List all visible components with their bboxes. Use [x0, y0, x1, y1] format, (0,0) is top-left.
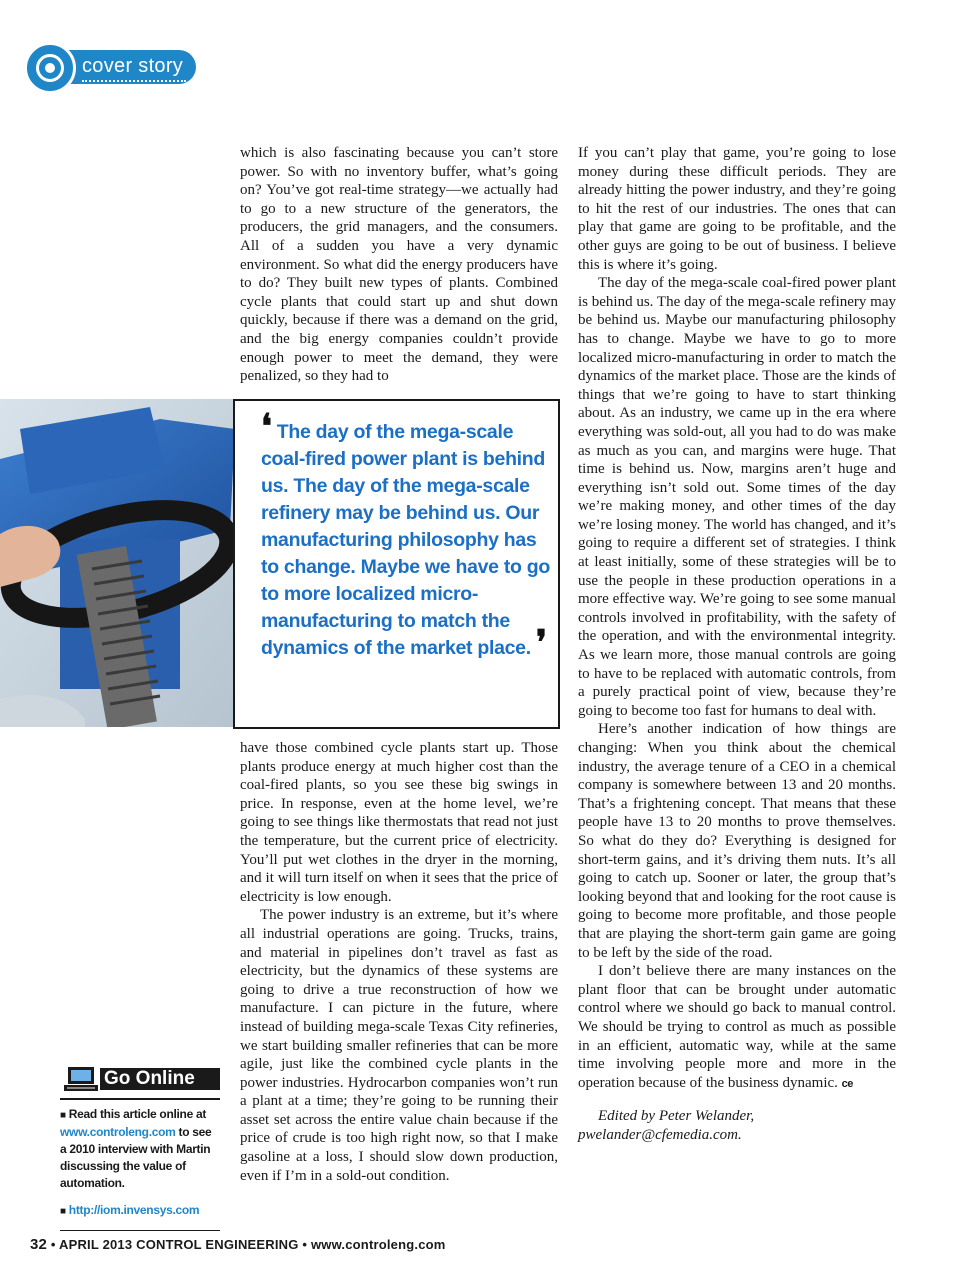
divider: [60, 1230, 220, 1231]
go-online-item: [60, 1106, 220, 1192]
section-tab-label: cover story: [82, 55, 184, 77]
article-column-right: [578, 144, 896, 1144]
section-tab: [24, 42, 196, 94]
article-column-middle-top: [240, 144, 558, 386]
paragraph: The power industry is an extreme, but it’s where all industrial operations are going. Trucks, trains, and material in pipelines don’t travel as fast as electricity, but the dynamics of these systems are going to drive a true reconstruction of how we manufacture. I can picture in the future, where instead of building mega-scale Texas City refineries, we start building smaller refineries that can be more agile, just like the combined cycle plants in the power industries. Hydrocarbon companies won’t run a plant at a time; they’re going to be running their asset set across the entire value chain because if the price of crude is too high right now, so that I make gasoline at a loss, I should slow down production, even if I’m in a sold-out condition.: [240, 907, 558, 1184]
paragraph: which is also fascinating because you can’t store power. So with no inventory buffer, what’s going on? You’ve got real-time strategy—we actually had to go to a new structure of the generators, the producers, the grid managers, and the consumers. All of a sudden you have a very dynamic environment. So what did the energy producers have to do? They built new types of plants. Combined cycle plants that could start up and shut down quickly, because if there was a demand on the grid, and the big energy companies couldn’t provide enough power to meet the demand, they were penalized, so they had to: [240, 145, 558, 385]
footer-issue: APRIL 2013 CONTROL ENGINEERING: [59, 1237, 299, 1252]
computer-icon: [64, 1066, 98, 1092]
paragraph: The day of the mega-scale coal-fired power plant is behind us. The day of the mega-scale refinery may be behind us. Maybe our manufacturing philosophy has to change. Maybe we have to go to more localized micro-manufacturing in order to match the dynamics of the market place. Those are the kinds of things that we’re going to have to start thinking about. As an industry, we came up in the era where everything was sold-out, all you had to do was make as much as you can, and margins were huge. That time is behind us. Now, margins aren’t huge and everything isn’t sold out. Some times of the day we’re making money, and other times of the day we’re losing money. The world has changed, and it’s going to require a different set of strategies. I think at least initially, some of these strategies will be to use the people in these production operations in a more effective way. We’re going to see some manual controls involved in profitability, with the safety of the operation, and with the environmental integrity. As we learn more, those manual controls are going to have to be replaced with automatic controls, from a purely practical point of view, because they’re going to become too fast for humans to deal with.: [578, 275, 896, 719]
section-tab-underline: [82, 80, 186, 82]
open-quote-icon: ❛: [261, 409, 272, 446]
footer-separator: •: [302, 1237, 311, 1252]
paragraph: have those combined cycle plants start up. Those plants produce energy at much higher cost than the coal-fired plants, so you see these big swings in price. In response, even at the home level, we’re going to see things like thermostats that read not just the temperature, but the current price of electricity. You’ll put wet clothes in the dryer in the morning, and it will turn itself on when it sees that the price of electricity is low enough.: [240, 740, 558, 905]
go-online-text: [60, 1106, 220, 1220]
footer-separator: •: [50, 1237, 59, 1252]
pull-quote-box: [233, 399, 560, 729]
bullet-icon: ■: [60, 1110, 66, 1121]
invensys-link[interactable]: http://iom.invensys.com: [68, 1203, 200, 1217]
bullet-icon: ■: [60, 1206, 66, 1217]
page-number: 32: [30, 1236, 48, 1253]
go-online-title: Go Online: [100, 1068, 220, 1090]
go-online-item-prefix: Read this article online at: [68, 1107, 207, 1121]
controleng-link[interactable]: www.controleng.com: [60, 1125, 176, 1139]
go-online-box: [60, 1064, 220, 1231]
paragraph: Here’s another indication of how things are changing: When you think about the chemical industry, the average tenure of a CEO in a chemical company is somewhere between 13 and 20 months. That’s a frightening concept. That means that these people have 13 to 20 months to prove themselves. So what do they do? Everything is designed for short-term gains, and it’s driving them nuts. It’s all going to catch up. Sooner or later, the group that’s looking beyond that and looking for the root cause is going to become more profitable, and those people that are playing the short-term gain game are going to be left by the side of the road.: [578, 721, 896, 961]
editor-signature: Edited by Peter Welander, pwelander@cfemedia.com.: [578, 1108, 755, 1143]
paragraph: [578, 962, 896, 1093]
pull-quote-text: The day of the mega-scale coal-fired power plant is behind us. The day of the mega-scale refinery may be behind us. Our manufacturing philosophy has to change. Maybe we have to go to more localized micro-manufacturing to match the dynamics of the market place.: [261, 421, 550, 659]
valve-handwheel-image: [0, 399, 250, 727]
close-quote-icon: ❜: [535, 625, 547, 662]
pull-quote: [261, 409, 557, 662]
footer-website: www.controleng.com: [310, 1237, 446, 1252]
page-footer: [30, 1236, 446, 1253]
cover-story-logo-icon: [24, 42, 76, 94]
go-online-item-suffix: to see a 2010 interview with Martin discussing the value of automation.: [60, 1125, 212, 1190]
go-online-header: [60, 1064, 220, 1094]
valve-handwheel-photo: [0, 399, 250, 727]
go-online-item: [60, 1202, 220, 1220]
end-mark: ce: [841, 1077, 853, 1090]
photo-quote-block: [0, 399, 558, 727]
paragraph-text: I don’t believe there are many instances on the plant floor that can be brought under automatic control where we should go back to manual control. We should be trying to control as much as possible in an efficient, automatic way, while at the same time involving people more and more in the operation because of the business dynamic.: [578, 963, 896, 1091]
article-column-middle-bottom: [240, 739, 558, 1185]
divider: [60, 1098, 220, 1100]
paragraph: If you can’t play that game, you’re going to lose money during these difficult periods. They are already hitting the power industry, and they’re going to hit the rest of our industries. The ones that can play that game are going to be profitable, and the other guys are going to be out of business. I believe this is where it’s going.: [578, 145, 896, 273]
